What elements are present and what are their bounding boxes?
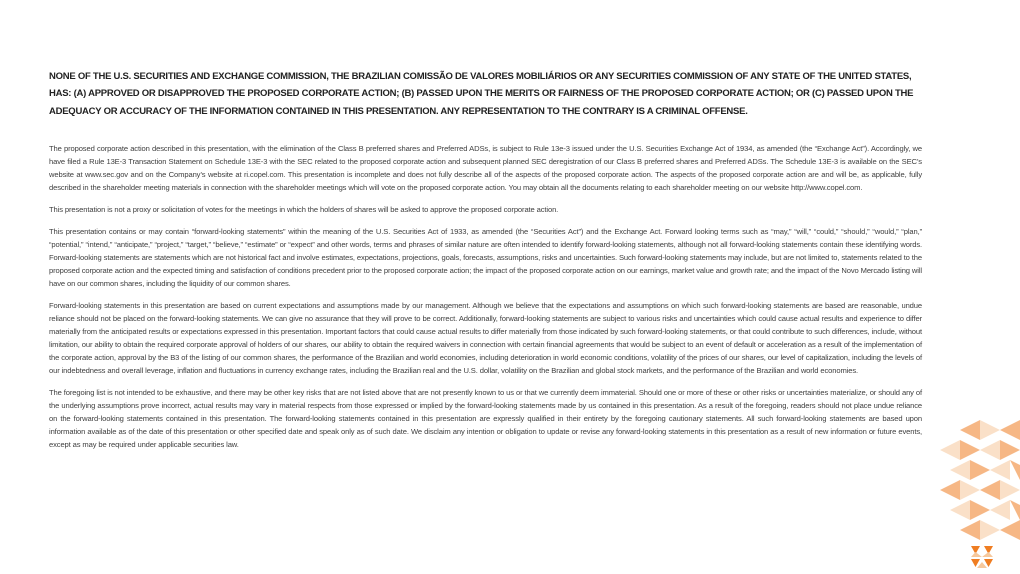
regulatory-notice-headline: NONE OF THE U.S. SECURITIES AND EXCHANGE COMMISSION, THE BRAZILIAN COMISSÃO DE VALORES MOBILIÁRIOS OR ANY SECURITIES COMMISSION OF ANY STATE OF THE UNITED STATES, HAS: (A) APPROVED OR DISAPPROVED THE PROPOSED CORPORATE ACTION; (B) PASSED UPON THE MERITS OR FAIRNESS OF THE PROPOSED CORPORATE ACTION; OR (C) PASSED UPON THE ADEQUACY OR ACCURACY OF THE INFORMATION CONTAINED IN THIS PRESENTATION. ANY REPRESENTATION TO THE CONTRARY IS A CRIMINAL OFFENSE. xyxy=(49,71,914,117)
paragraph-foregoing-list: The foregoing list is not intended to be exhaustive, and there may be other key risks that are not listed above that are not presently known to us or that we currently deem immaterial. Should one or more of these or other risks or uncertainties materialize, or should any of the underlying assumptions prove incorrect, actual results may vary in material respects from those expressed or implied by the forward-looking statements made by us contained in this presentation. As a result of the foregoing, readers should not place undue reliance on the forward-looking statements contained in this presentation. The forward-looking statements contained in this presentation are expressly qualified in their entirety by the foregoing cautionary statements. All such forward-looking statements are based upon information available as of the date of this presentation or other specified date and speak only as of such date. We disclaim any intention or obligation to update or revise any forward-looking statements in this presentation as a result of new information or future events, except as may be required under applicable securities law. xyxy=(49,387,922,449)
paragraph-forward-looking-basis: Forward-looking statements in this presentation are based on current expectations and assumptions made by our management. Although we believe that the expectations and assumptions on which such forward-looking statements are based are reasonable, undue reliance should not be placed on the forward-looking statements. We can give no assurance that they will prove to be correct. Additionally, forward-looking statements are subject to various risks and uncertainties which could cause actual results and experience to differ materially from the anticipated results or expectations expressed in this presentation. Important factors that could cause actual results to differ materially from those indicated by such forward-looking statements, or that could contribute to such differences, include, without limitation, our ability to obtain the required corporate approval of holders of our shares, our ability to obtain the required waivers in connection with certain financial agreements that would be subject to an event of default or acceleration as a result of the implementation of the corporate action, approval by the B3 of the listing of our common shares, the performance of the Brazilian and world economies, including deterioration in world economic conditions, volatility of the prices of our shares, our level of capitalization, including the levels of our indebtedness and overall leverage, inflation and fluctuations in currency exchange rates, including the Brazilian real and the U.S. dollar, volatility on the Brazilian and global stock markets, and the performance of the Brazilian and world economies. xyxy=(49,300,922,375)
disclaimer-content xyxy=(49,68,922,460)
paragraph-forward-looking-definition: This presentation contains or may contain “forward-looking statements” within the meaning of the U.S. Securities Act of 1933, as amended (the “Securities Act”) and the Exchange Act. Forward looking terms such as “may,” “will,” “could,” “should,” “would,” “plan,” “potential,” “intend,” “anticipate,” “project,” “target,” “believe,” “estimate” or “expect” and other words, terms and phrases of similar nature are often intended to identify forward-looking statements, although not all forward-looking statements contain these identifying words. Forward-looking statements are statements which are not historical fact and involve estimates, expectations, projections, goals, forecasts, assumptions, risks and uncertainties. Such forward-looking statements may include, but are not limited to, statements related to the proposed corporate action and the expected timing and satisfaction of conditions precedent prior to the proposed corporate action; the impact of the proposed corporate action on our earnings, market value and growth rate; and the impact of the Novo Mercado listing will have on our common shares, including the liquidity of our common shares. xyxy=(49,226,922,288)
company-logo-icon xyxy=(969,544,995,570)
paragraph-corporate-action: The proposed corporate action described in this presentation, with the elimination of the Class B preferred shares and Preferred ADSs, is subject to Rule 13e-3 issued under the U.S. Securities Exchange Act of 1934, as amended (the “Exchange Act”). Accordingly, we have filed a Rule 13E-3 Transaction Statement on Schedule 13E-3 with the SEC related to the proposed corporate action and subsequent planned SEC deregistration of our Class B preferred shares and Preferred ADSs. The Schedule 13E-3 is available on the SEC’s website at www.sec.gov and on the Company’s website at ri.copel.com. This presentation is incomplete and does not fully describe all of the aspects of the proposed corporate action. The aspects of the proposed corporate action are and will be, as applicable, fully described in the shareholder meeting materials in connection with the shareholder meetings which will vote on the proposed corporate action. You may obtain all the documents relating to each shareholder meeting on our website http://www.copel.com. xyxy=(49,143,922,192)
paragraph-not-proxy: This presentation is not a proxy or solicitation of votes for the meetings in which the holders of shares will be asked to approve the proposed corporate action. xyxy=(49,204,559,214)
